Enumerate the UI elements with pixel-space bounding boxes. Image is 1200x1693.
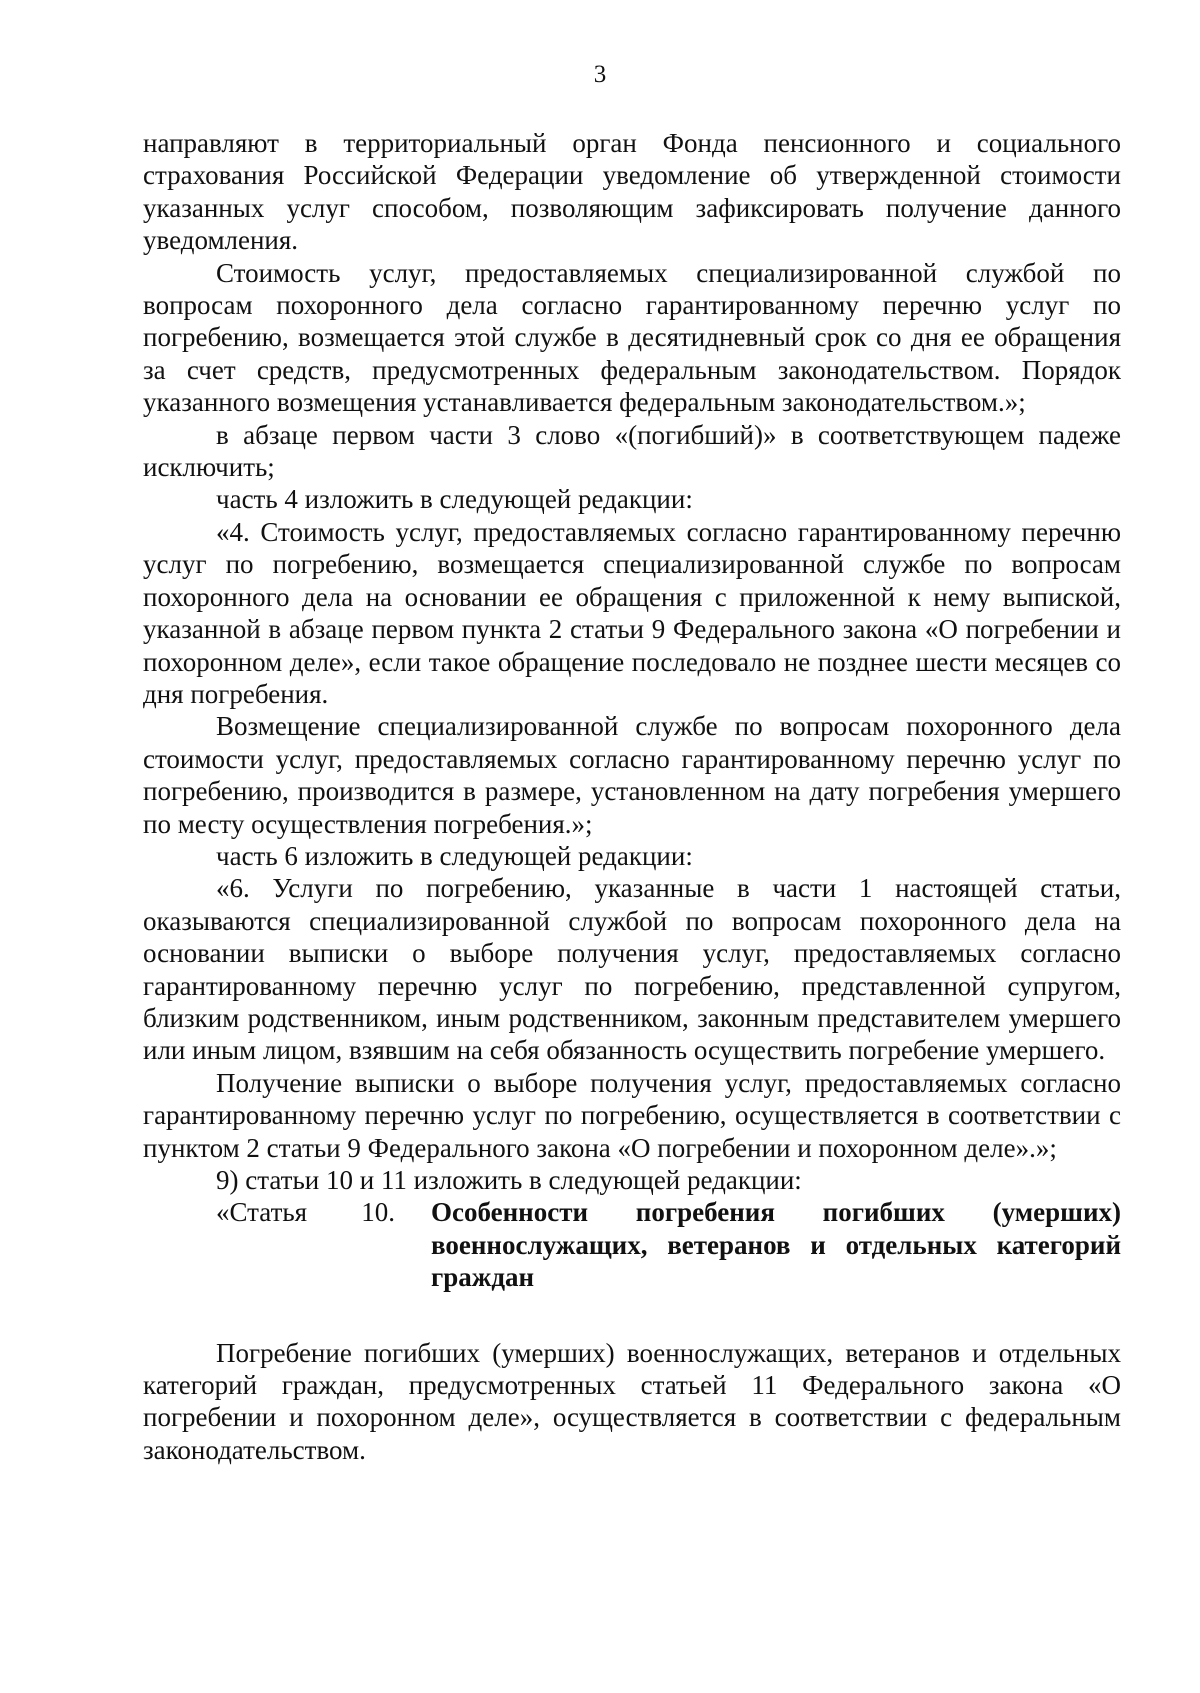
paragraph: Стоимость услуг, предоставляемых специализированной службой по вопросам похоронного дела согласно гарантированному перечню услуг по погребению, возмещается этой службе в десятидневный срок со дня ее обращения за счет средств, предусмотренных федеральным законодательством. Порядок указанного возмещения устанавливается федеральным законодательством.»; <box>143 257 1121 418</box>
paragraph: «6. Услуги по погребению, указанные в части 1 настоящей статьи, оказываются специализированной службой по вопросам похоронного дела на основании выписки о выборе получения услуг, предоставляемых согласно гарантированному перечню услуг по погребению, представленной супругом, близким родственником, иным родственником, законным представителем умершего или иным лицом, взявшим на себя обязанность осуществить погребение умершего. <box>143 873 1121 1066</box>
article-heading <box>143 1196 1121 1293</box>
article-title: Особенности погребения погибших (умерших) военнослужащих, ветеранов и отдельных категорий граждан <box>431 1197 1121 1293</box>
spacer <box>143 1294 1121 1337</box>
article-number: 10. <box>361 1197 395 1228</box>
paragraph: Возмещение специализированной службе по вопросам похоронного дела стоимости услуг, предоставляемых согласно гарантированному перечню услуг по погребению, производится в размере, установленном на дату погребения умершего по месту осуществления погребения.»; <box>143 711 1121 839</box>
paragraph: 9) статьи 10 и 11 изложить в следующей редакции: <box>216 1165 802 1195</box>
paragraph: Получение выписки о выборе получения услуг, предоставляемых согласно гарантированному перечню услуг по погребению, осуществляется в соответствии с пунктом 2 статьи 9 Федерального закона «О погребении и похоронном деле».»; <box>143 1067 1121 1163</box>
article-label: «Статья <box>216 1197 308 1228</box>
closing-paragraph: Погребение погибших (умерших) военнослужащих, ветеранов и отдельных категорий граждан, предусмотренных статьей 11 Федерального закона «О погребении и похоронном деле», осуществляется в соответствии с федеральным законодательством. <box>143 1337 1121 1465</box>
paragraph: «4. Стоимость услуг, предоставляемых согласно гарантированному перечню услуг по погребению, возмещается специализированной службе по вопросам похоронного дела на основании ее обращения с приложенной к нему выпиской, указанной в абзаце первом пункта 2 статьи 9 Федерального закона «О погребении и похоронном деле», если такое обращение последовало не позднее шести месяцев со дня погребения. <box>143 516 1121 709</box>
document-body <box>143 127 1121 1466</box>
paragraph: часть 6 изложить в следующей редакции: <box>216 840 693 871</box>
paragraph: часть 4 изложить в следующей редакции: <box>216 484 693 515</box>
paragraph: направляют в территориальный орган Фонда пенсионного и социального страхования Российской Федерации уведомление об утвержденной стоимости указанных услуг способом, позволяющим зафиксировать получение данного уведомления. <box>143 128 1121 256</box>
paragraph: в абзаце первом части 3 слово «(погибший)» в соответствующем падеже исключить; <box>143 419 1121 483</box>
article-lead <box>143 1196 431 1293</box>
page-number: 3 <box>593 61 607 88</box>
